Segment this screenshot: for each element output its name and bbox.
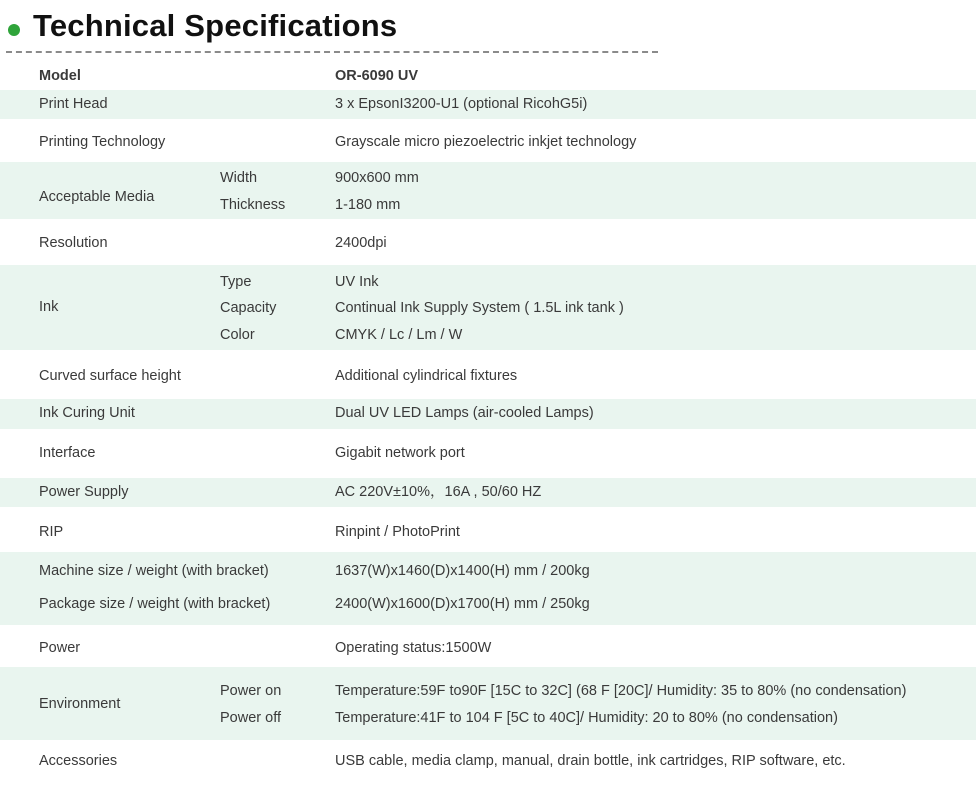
spec-value: 1-180 mm (335, 197, 401, 213)
spec-row-environment (0, 667, 976, 740)
spec-value: OR-6090 UV (335, 68, 419, 84)
spec-sublabel: Power on (220, 683, 282, 699)
spec-value: UV Ink (335, 274, 379, 290)
spec-label: Ink (39, 299, 59, 315)
spec-value: AC 220V±10%，16A , 50/60 HZ (335, 484, 542, 500)
spec-row-power (0, 625, 976, 667)
spec-label: Power Supply (39, 484, 129, 500)
spec-label: Model (39, 68, 81, 84)
spec-label: Resolution (39, 235, 108, 251)
spec-value: CMYK / Lc / Lm / W (335, 327, 463, 343)
spec-label: Machine size / weight (with bracket) (39, 563, 269, 579)
spec-sublabel: Width (220, 170, 258, 186)
bullet-dot-icon (8, 24, 20, 36)
spec-label: Ink Curing Unit (39, 405, 135, 421)
spec-label: Print Head (39, 96, 108, 112)
page-title: Technical Specifications (33, 8, 398, 43)
spec-label: RIP (39, 524, 64, 540)
spec-value: Additional cylindrical fixtures (335, 368, 518, 384)
spec-label: Power (39, 640, 81, 656)
spec-row-rip (0, 507, 976, 552)
spec-label: Curved surface height (39, 368, 181, 384)
spec-label: Accessories (39, 753, 118, 769)
spec-label: Printing Technology (39, 134, 166, 150)
spec-value: Temperature:41F to 104 F [5C to 40C]/ Humidity: 20 to 80% (no condensation) (335, 710, 838, 726)
spec-value: Gigabit network port (335, 445, 465, 461)
spec-value: USB cable, media clamp, manual, drain bottle, ink cartridges, RIP software, etc. (335, 753, 846, 769)
spec-row-print-head (0, 90, 976, 119)
spec-value: Continual Ink Supply System ( 1.5L ink tank ) (335, 300, 624, 316)
spec-row-resolution (0, 219, 976, 265)
spec-sublabel: Power off (220, 710, 281, 726)
spec-value: 3 x EpsonI3200-U1 (optional RicohG5i) (335, 96, 588, 112)
spec-label: Acceptable Media (39, 189, 155, 205)
spec-label: Interface (39, 445, 96, 461)
spec-value: Grayscale micro piezoelectric inkjet technology (335, 134, 637, 150)
spec-row-acceptable-media (0, 162, 976, 219)
spec-value: 2400(W)x1600(D)x1700(H) mm / 250kg (335, 596, 590, 612)
dashed-divider (6, 51, 658, 53)
spec-row-accessories (0, 740, 976, 786)
spec-value: 900x600 mm (335, 170, 419, 186)
spec-row-power-supply (0, 478, 976, 507)
spec-row-printing-technology (0, 119, 976, 162)
spec-row-interface (0, 429, 976, 478)
spec-label: Environment (39, 696, 121, 712)
spec-sublabel: Color (220, 327, 255, 343)
spec-value: Operating status:1500W (335, 640, 492, 656)
spec-row-size-weight (0, 552, 976, 625)
spec-row-curved-surface-height (0, 350, 976, 399)
spec-label: Package size / weight (with bracket) (39, 596, 271, 612)
spec-value: 1637(W)x1460(D)x1400(H) mm / 200kg (335, 563, 590, 579)
spec-sublabel: Capacity (220, 300, 277, 316)
spec-value: Dual UV LED Lamps (air-cooled Lamps) (335, 405, 594, 421)
header (0, 0, 976, 56)
spec-sublabel: Thickness (220, 197, 286, 213)
spec-row-ink (0, 265, 976, 350)
spec-sublabel: Type (220, 274, 252, 290)
spec-value: Temperature:59F to90F [15C to 32C] (68 F [20C]/ Humidity: 35 to 80% (no condensation) (335, 683, 907, 699)
spec-row-ink-curing-unit (0, 399, 976, 429)
spec-value: Rinpint / PhotoPrint (335, 524, 460, 540)
spec-value: 2400dpi (335, 235, 387, 251)
spec-row-model (0, 62, 976, 90)
